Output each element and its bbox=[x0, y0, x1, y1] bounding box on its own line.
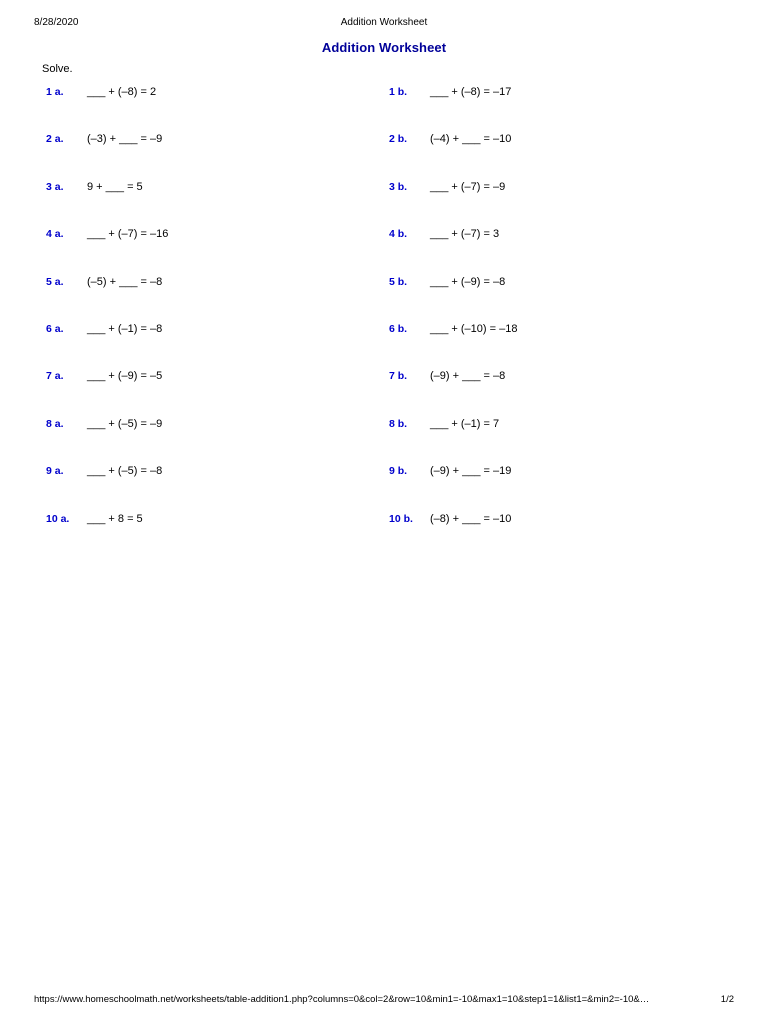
problem-expression: ___ + (–5) = –9 bbox=[87, 417, 163, 430]
print-header bbox=[0, 17, 768, 31]
problem-expression: (–5) + ___ = –8 bbox=[87, 275, 163, 288]
problem-row bbox=[0, 416, 768, 463]
problem-label: 10 a. bbox=[46, 512, 70, 525]
problem-expression: ___ + (–1) = –8 bbox=[87, 322, 163, 335]
print-url: https://www.homeschoolmath.net/worksheets/table-addition1.php?columns=0&col=2&row=10&min1=-10&max1=10&step1=1&list1=&min2=-10&… bbox=[34, 994, 650, 1005]
problem-label: 6 b. bbox=[389, 322, 408, 335]
problem-expression: ___ + (–7) = –16 bbox=[87, 228, 169, 241]
print-page-number: 1/2 bbox=[720, 994, 734, 1005]
problem-expression: ___ + (–9) = –5 bbox=[87, 370, 163, 383]
problem-expression: ___ + (–5) = –8 bbox=[87, 465, 163, 478]
problem-label: 8 b. bbox=[389, 417, 408, 430]
problem-expression: (–4) + ___ = –10 bbox=[430, 133, 512, 146]
problem-row bbox=[0, 131, 768, 178]
problem-expression: (–3) + ___ = –9 bbox=[87, 133, 163, 146]
problem-label: 1 a. bbox=[46, 86, 64, 98]
problem-row bbox=[0, 179, 768, 226]
problem-list bbox=[0, 84, 768, 558]
instruction-text: Solve. bbox=[42, 63, 73, 75]
problem-row bbox=[0, 84, 768, 131]
problem-expression: ___ + (–1) = 7 bbox=[430, 417, 500, 430]
problem-expression: (–9) + ___ = –19 bbox=[430, 465, 512, 478]
problem-label: 2 a. bbox=[46, 133, 64, 146]
problem-label: 7 b. bbox=[389, 370, 408, 383]
problem-expression: ___ + (–7) = –9 bbox=[430, 180, 506, 193]
problem-label: 2 b. bbox=[389, 133, 408, 146]
problem-row bbox=[0, 463, 768, 510]
problem-row bbox=[0, 321, 768, 368]
problem-label: 4 b. bbox=[389, 228, 408, 241]
problem-expression: (–8) + ___ = –10 bbox=[430, 512, 512, 525]
problem-expression: ___ + (–8) = –17 bbox=[430, 86, 512, 98]
problem-label: 9 b. bbox=[389, 465, 408, 478]
print-footer bbox=[0, 994, 768, 1008]
print-header-title: Addition Worksheet bbox=[340, 17, 428, 28]
problem-row bbox=[0, 368, 768, 415]
problem-label: 10 b. bbox=[389, 512, 413, 525]
worksheet-title: Addition Worksheet bbox=[321, 40, 447, 55]
problem-row bbox=[0, 226, 768, 273]
problem-label: 9 a. bbox=[46, 465, 64, 478]
problem-row bbox=[0, 274, 768, 321]
problem-expression: ___ + (–9) = –8 bbox=[430, 275, 506, 288]
problem-label: 5 b. bbox=[389, 275, 408, 288]
problem-expression: ___ + (–8) = 2 bbox=[87, 86, 157, 98]
problem-label: 8 a. bbox=[46, 417, 64, 430]
problem-label: 7 a. bbox=[46, 370, 64, 383]
problem-expression: (–9) + ___ = –8 bbox=[430, 370, 506, 383]
problem-expression: ___ + (–7) = 3 bbox=[430, 228, 500, 241]
problem-expression: ___ + (–10) = –18 bbox=[430, 322, 518, 335]
problem-label: 3 a. bbox=[46, 180, 64, 193]
problem-expression: ___ + 8 = 5 bbox=[87, 512, 143, 525]
problem-label: 1 b. bbox=[389, 86, 408, 98]
print-date: 8/28/2020 bbox=[34, 17, 79, 28]
problem-label: 3 b. bbox=[389, 180, 408, 193]
problem-expression: 9 + ___ = 5 bbox=[87, 180, 143, 193]
problem-row bbox=[0, 511, 768, 558]
problem-label: 4 a. bbox=[46, 228, 64, 241]
problem-label: 6 a. bbox=[46, 322, 64, 335]
problem-label: 5 a. bbox=[46, 275, 64, 288]
